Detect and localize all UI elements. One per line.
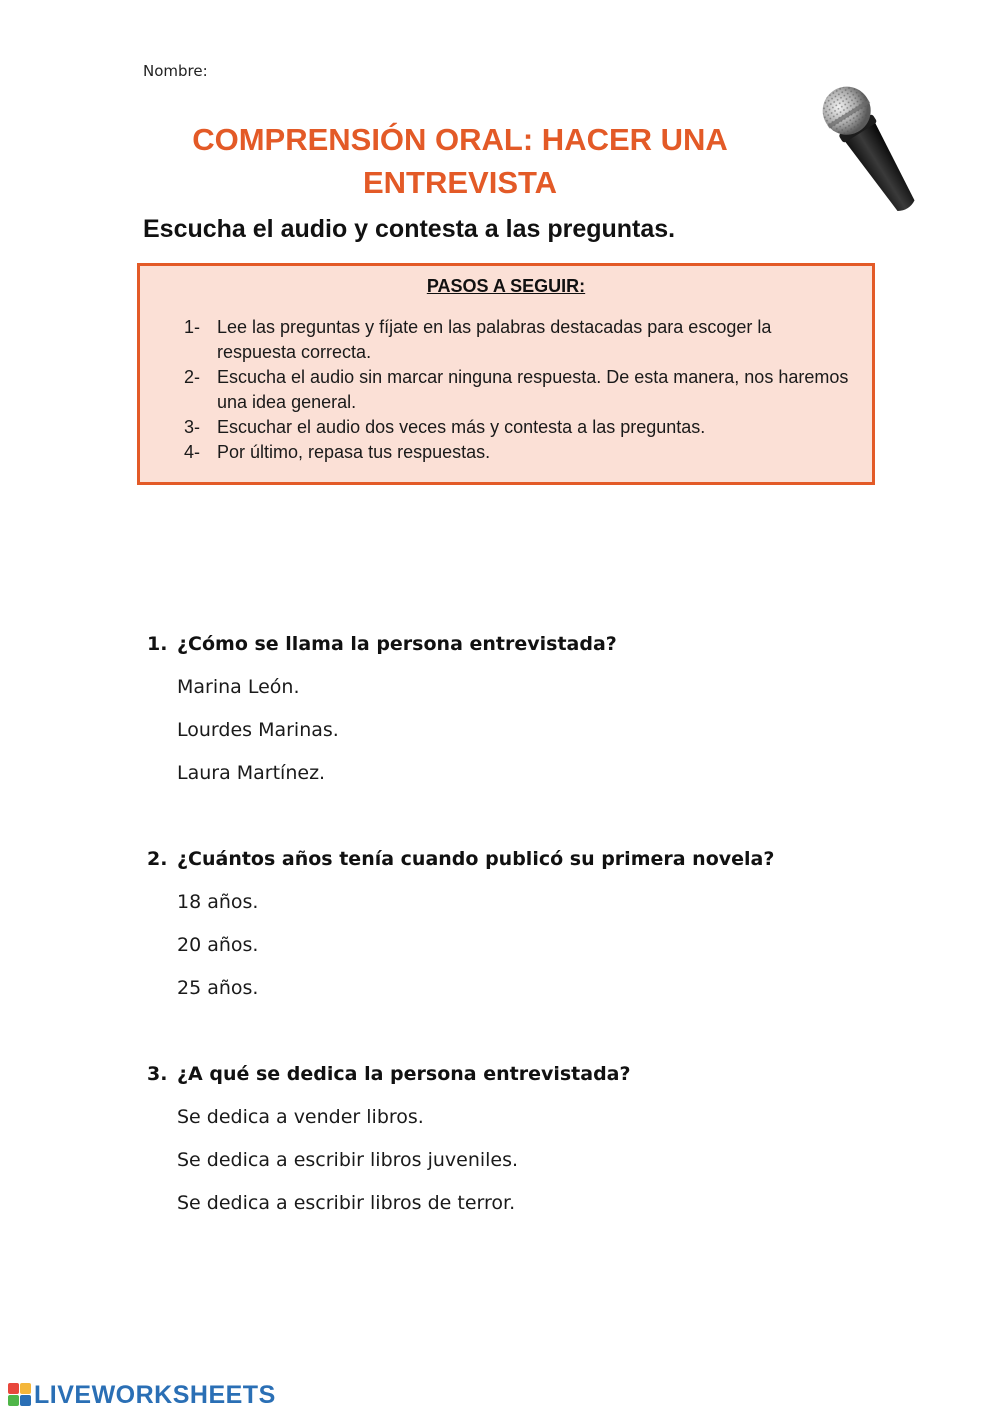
answer-option[interactable]: 25 años. [177, 977, 259, 999]
answer-option[interactable]: Laura Martínez. [177, 762, 326, 784]
question-1 [147, 632, 617, 785]
steps-box [137, 263, 875, 485]
answer-option[interactable]: Se dedica a escribir libros de terror. [177, 1192, 516, 1214]
step-number: 1- [184, 317, 201, 337]
page-title [140, 118, 780, 204]
question-number: 1. [147, 633, 168, 655]
step-number: 2- [184, 367, 201, 387]
logo-text: LIVEWORKSHEETS [34, 1380, 276, 1409]
answer-option[interactable]: 20 años. [177, 934, 259, 956]
title-line-2: ENTREVISTA [362, 165, 558, 200]
step-text: Escuchar el audio dos veces más y contesta a las preguntas. [217, 417, 706, 437]
steps-heading: PASOS A SEGUIR: [426, 276, 586, 296]
microphone-icon [810, 76, 930, 221]
answer-option[interactable]: 18 años. [177, 891, 259, 913]
steps-list [184, 315, 854, 465]
step-text: Por último, repasa tus respuestas. [217, 442, 491, 462]
step-item [184, 315, 854, 365]
step-text: Lee las preguntas y fíjate en las palabras destacadas para escoger la respuesta correcta. [217, 317, 772, 362]
answer-option[interactable]: Se dedica a escribir libros juveniles. [177, 1149, 519, 1171]
question-number: 2. [147, 848, 168, 870]
answer-option[interactable]: Lourdes Marinas. [177, 719, 339, 741]
step-item [184, 365, 854, 415]
name-label: Nombre: [143, 62, 208, 80]
liveworksheets-logo[interactable] [8, 1380, 276, 1410]
logo-blocks-icon [8, 1383, 32, 1407]
question-number: 3. [147, 1063, 168, 1085]
question-text: ¿Cómo se llama la persona entrevistada? [177, 633, 617, 655]
step-text: Escucha el audio sin marcar ninguna respuesta. De esta manera, nos haremos una idea general. [217, 367, 849, 412]
step-item [184, 440, 854, 465]
answer-option[interactable]: Marina León. [177, 676, 300, 698]
question-heading [147, 847, 774, 871]
step-number: 3- [184, 417, 201, 437]
title-line-1: COMPRENSIÓN ORAL: HACER UNA [192, 122, 728, 157]
question-text: ¿A qué se dedica la persona entrevistada? [177, 1063, 631, 1085]
question-3 [147, 1062, 631, 1215]
question-heading [147, 632, 617, 656]
question-2 [147, 847, 774, 1000]
answer-option[interactable]: Se dedica a vender libros. [177, 1106, 424, 1128]
step-item [184, 415, 854, 440]
question-heading [147, 1062, 631, 1086]
step-number: 4- [184, 442, 201, 462]
instructions-subtitle: Escucha el audio y contesta a las preguntas. [143, 215, 676, 243]
question-text: ¿Cuántos años tenía cuando publicó su primera novela? [177, 848, 775, 870]
